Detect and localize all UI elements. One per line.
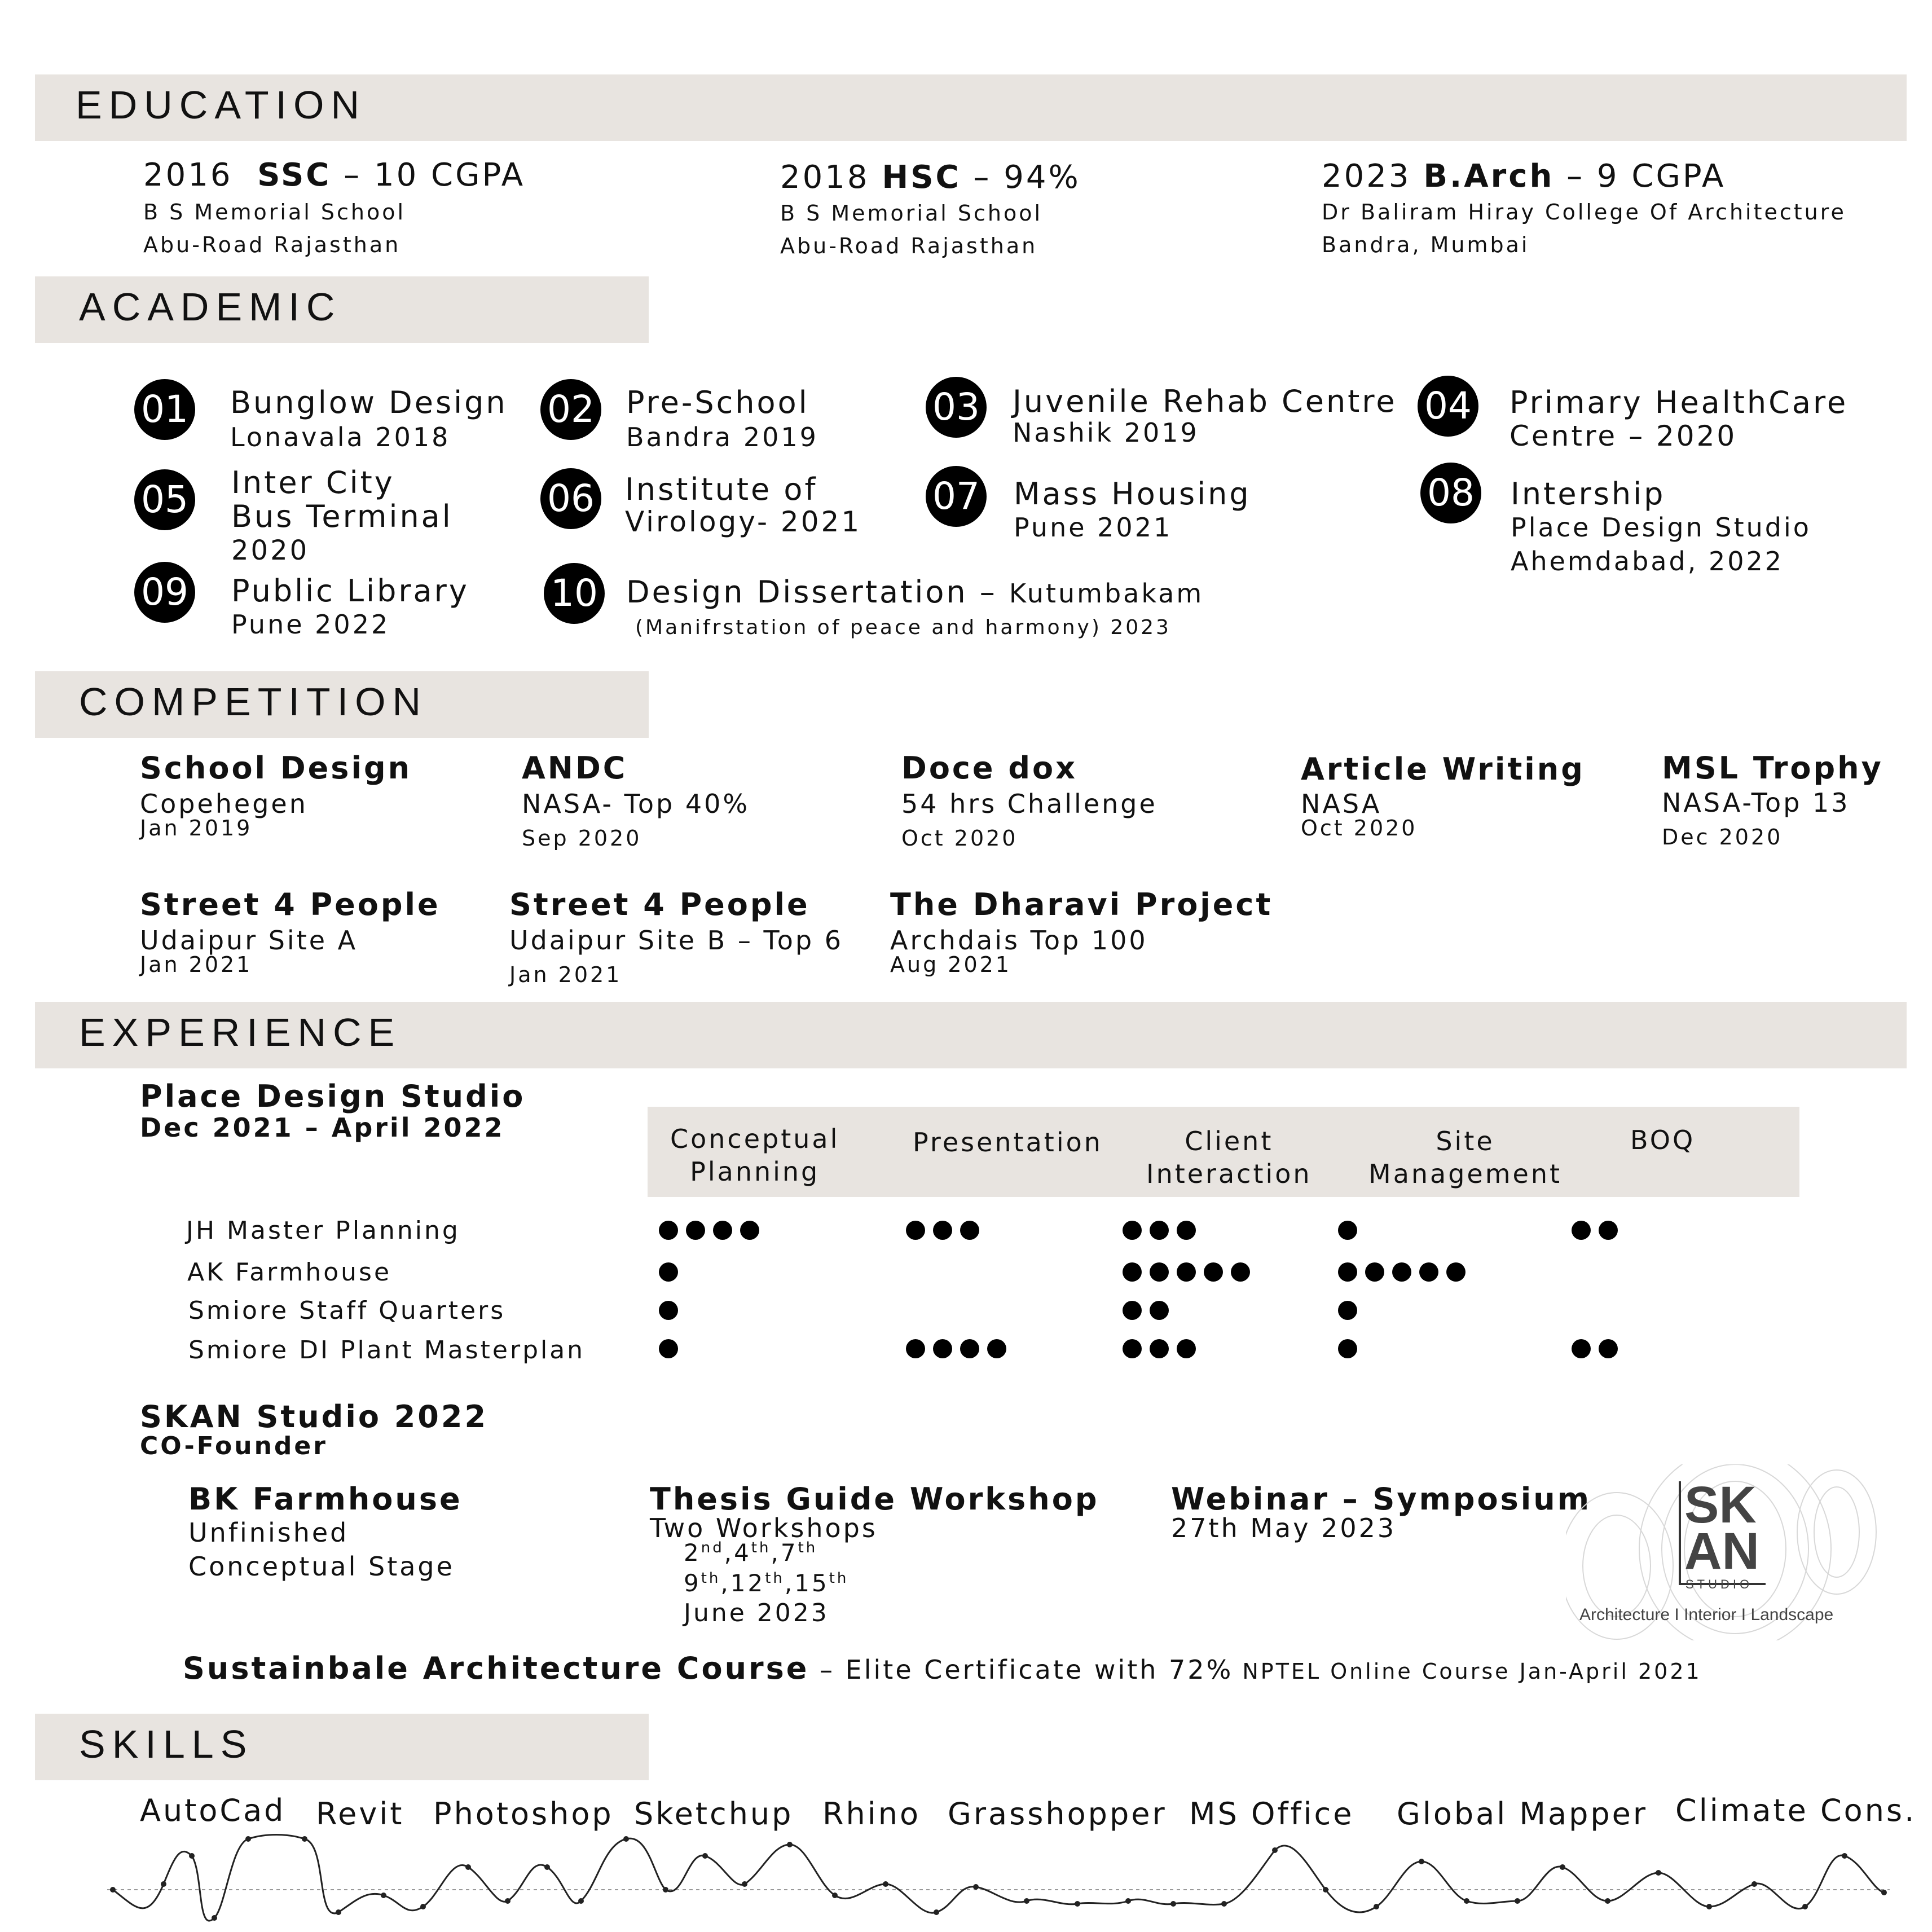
level-dot xyxy=(1177,1221,1196,1240)
skill-level-dots xyxy=(659,1262,678,1282)
level-dot xyxy=(1231,1262,1250,1282)
level-dot xyxy=(1599,1221,1618,1240)
skill-level-dots xyxy=(1123,1301,1169,1320)
academic-number-badge: 02 xyxy=(540,379,601,440)
level-dot xyxy=(1365,1262,1384,1282)
level-dot xyxy=(1123,1221,1142,1240)
competition-name: Street 4 People xyxy=(140,887,441,922)
academic-project-detail: Centre – 2020 xyxy=(1509,420,1737,452)
competition-name: MSL Trophy xyxy=(1662,750,1883,786)
competition-detail: Archdais Top 100 xyxy=(890,925,1148,956)
level-dot xyxy=(1392,1262,1411,1282)
academic-project-title-main: Design Dissertation – xyxy=(626,574,1009,610)
matrix-row-label: Smiore DI Plant Masterplan xyxy=(188,1336,586,1365)
academic-number-badge: 06 xyxy=(540,468,601,529)
skill-label: Revit xyxy=(316,1796,404,1832)
education-place: Bandra, Mumbai xyxy=(1322,232,1530,257)
academic-project-detail: Nashik 2019 xyxy=(1013,417,1199,448)
skan-logo-text: AN xyxy=(1684,1522,1759,1580)
matrix-column-label: Interaction xyxy=(1146,1159,1312,1189)
competition-name: Article Writing xyxy=(1301,751,1585,787)
competition-date: Jan 2019 xyxy=(140,816,253,840)
thesis-workshop-dates xyxy=(684,1539,817,1566)
competition-detail: Udaipur Site A xyxy=(140,925,358,956)
bk-farmhouse-stage: Conceptual Stage xyxy=(188,1551,455,1582)
education-degree: B.Arch xyxy=(1423,158,1555,195)
education-header xyxy=(35,74,1907,141)
course-extra: NPTEL Online Course Jan-April 2021 xyxy=(1233,1659,1702,1684)
skill-level-dots xyxy=(659,1339,678,1358)
bk-farmhouse-title: BK Farmhouse xyxy=(188,1481,463,1517)
skill-level-dots xyxy=(1338,1339,1357,1358)
skill-level-dots xyxy=(1338,1301,1357,1320)
competition-name: School Design xyxy=(140,750,412,786)
skill-label: Photoshop xyxy=(433,1796,614,1832)
education-school: Dr Baliram Hiray College Of Architecture xyxy=(1322,200,1846,225)
competition-date: Oct 2020 xyxy=(1301,816,1418,840)
academic-project-title: Bunglow Design xyxy=(230,385,508,420)
skill-level-dots xyxy=(906,1221,979,1240)
academic-number-badge: 04 xyxy=(1418,376,1478,437)
experience-studio-name: Place Design Studio xyxy=(140,1079,526,1114)
date-suffix: th xyxy=(765,1570,785,1587)
academic-project-title: Pre-School xyxy=(626,385,809,420)
thesis-workshop-title: Thesis Guide Workshop xyxy=(650,1481,1099,1517)
matrix-column-header xyxy=(1368,1125,1562,1190)
skill-level-dots xyxy=(1572,1221,1618,1240)
academic-project-detail: Pune 2022 xyxy=(231,609,390,640)
skill-level-dots xyxy=(1123,1262,1250,1282)
bk-farmhouse-status: Unfinished xyxy=(188,1517,349,1548)
thesis-workshop-month: June 2023 xyxy=(684,1599,829,1627)
date-number: 2 xyxy=(684,1539,701,1566)
course-detail: – Elite Certificate with 72% xyxy=(809,1654,1234,1685)
skill-level-dots xyxy=(659,1221,759,1240)
level-dot xyxy=(906,1221,925,1240)
competition-date: Jan 2021 xyxy=(509,962,622,987)
level-dot xyxy=(659,1221,678,1240)
level-dot xyxy=(659,1262,678,1282)
education-place: Abu-Road Rajasthan xyxy=(143,232,401,257)
academic-project-detail: Bandra 2019 xyxy=(626,422,818,452)
academic-project-detail: Virology- 2021 xyxy=(625,505,862,538)
matrix-column-label: Planning xyxy=(690,1156,820,1187)
education-place: Abu-Road Rajasthan xyxy=(780,234,1038,258)
competition-date: Dec 2020 xyxy=(1662,825,1783,850)
skill-label: Global Mapper xyxy=(1397,1796,1648,1832)
competition-name: ANDC xyxy=(522,750,628,786)
skill-label: Rhino xyxy=(822,1796,921,1832)
level-dot xyxy=(1338,1301,1357,1320)
academic-project-detail: Lonavala 2018 xyxy=(230,422,451,452)
level-dot xyxy=(659,1301,678,1320)
competition-name: Doce dox xyxy=(901,750,1077,786)
academic-number-badge: 03 xyxy=(926,377,987,438)
skan-logo-tagline: Architecture I Interior I Landscape xyxy=(1579,1605,1834,1624)
competition-detail: NASA-Top 13 xyxy=(1662,787,1850,818)
level-dot xyxy=(1177,1262,1196,1282)
academic-project-title: Mass Housing xyxy=(1014,476,1251,512)
education-item xyxy=(1322,158,1726,195)
experience-header xyxy=(35,1002,1907,1068)
level-dot xyxy=(659,1339,678,1358)
competition-detail: Copehegen xyxy=(140,789,308,819)
skan-logo xyxy=(1566,1464,1889,1640)
competition-date: Aug 2021 xyxy=(890,952,1011,977)
competition-header xyxy=(35,671,649,738)
academic-project-detail: (Manifrstation of peace and harmony) 2023 xyxy=(635,616,1171,639)
level-dot xyxy=(1572,1221,1591,1240)
matrix-row-label: Smiore Staff Quarters xyxy=(188,1296,506,1325)
education-score: – 10 CGPA xyxy=(331,157,526,193)
academic-project-title: Primary HealthCare xyxy=(1509,385,1849,420)
wave-points xyxy=(110,1836,1887,1921)
academic-number-badge: 08 xyxy=(1420,463,1481,523)
level-dot xyxy=(933,1339,952,1358)
competition-name: The Dharavi Project xyxy=(890,887,1273,922)
level-dot xyxy=(1123,1339,1142,1358)
matrix-column-label: Conceptual xyxy=(670,1124,840,1154)
level-dot xyxy=(1150,1221,1169,1240)
academic-number-badge: 01 xyxy=(134,379,195,440)
level-dot xyxy=(1150,1339,1169,1358)
level-dot xyxy=(1150,1262,1169,1282)
level-dot xyxy=(1446,1262,1465,1282)
skan-logo-studio: STUDIO xyxy=(1685,1577,1753,1591)
education-item xyxy=(143,157,525,193)
matrix-row-label: JH Master Planning xyxy=(186,1216,460,1245)
thesis-workshop-count: Two Workshops xyxy=(650,1513,878,1543)
date-number: ,7 xyxy=(771,1539,798,1566)
matrix-column-label: Management xyxy=(1368,1159,1563,1189)
level-dot xyxy=(960,1339,979,1358)
skill-label: Sketchup xyxy=(634,1796,794,1832)
date-number: ,15 xyxy=(784,1569,829,1597)
academic-title: ACADEMIC xyxy=(79,285,342,329)
date-suffix: th xyxy=(751,1539,771,1556)
date-suffix: th xyxy=(829,1570,849,1587)
competition-date: Jan 2021 xyxy=(140,952,253,977)
academic-project-title-sub: Kutumbakam xyxy=(1009,578,1204,609)
level-dot xyxy=(1123,1262,1142,1282)
matrix-column-label: Presentation xyxy=(913,1127,1103,1158)
date-suffix: nd xyxy=(701,1539,724,1556)
education-degree: HSC xyxy=(882,159,961,196)
skill-level-dots xyxy=(1338,1262,1465,1282)
date-suffix: th xyxy=(701,1570,721,1587)
education-score: – 94% xyxy=(961,159,1081,196)
level-dot xyxy=(1572,1339,1591,1358)
education-year: 2023 xyxy=(1322,158,1411,195)
skill-label: Climate Cons. xyxy=(1675,1793,1917,1828)
date-number: ,4 xyxy=(724,1539,751,1566)
skill-label: Grasshopper xyxy=(948,1796,1167,1832)
education-degree: SSC xyxy=(257,157,332,193)
webinar-date: 27th May 2023 xyxy=(1171,1513,1397,1543)
competition-title: COMPETITION xyxy=(79,680,428,724)
academic-project-title: Inter City xyxy=(231,465,395,500)
competition-date: Oct 2020 xyxy=(901,826,1018,851)
level-dot xyxy=(960,1221,979,1240)
level-dot xyxy=(906,1339,925,1358)
competition-detail: NASA- Top 40% xyxy=(522,789,750,819)
course-line xyxy=(183,1651,1702,1686)
skan-logo-text: SK xyxy=(1684,1476,1757,1534)
date-number: ,12 xyxy=(720,1569,765,1597)
academic-project-detail: Pune 2021 xyxy=(1014,512,1173,543)
level-dot xyxy=(740,1221,759,1240)
matrix-column-label: Site xyxy=(1436,1126,1495,1156)
level-dot xyxy=(1123,1301,1142,1320)
academic-project-title xyxy=(626,574,1204,610)
skills-header xyxy=(35,1714,649,1780)
matrix-row-label: AK Farmhouse xyxy=(187,1258,392,1287)
academic-project-title: Juvenile Rehab Centre xyxy=(1013,384,1397,419)
matrix-column-label: BOQ xyxy=(1630,1125,1696,1155)
level-dot xyxy=(933,1221,952,1240)
academic-number-badge: 05 xyxy=(134,469,195,530)
level-dot xyxy=(1338,1339,1357,1358)
level-dot xyxy=(1204,1262,1223,1282)
level-dot xyxy=(1419,1262,1438,1282)
level-dot xyxy=(1338,1262,1357,1282)
skill-label: MS Office xyxy=(1189,1796,1354,1832)
education-year: 2018 xyxy=(780,159,870,196)
level-dot xyxy=(686,1221,705,1240)
level-dot xyxy=(1177,1339,1196,1358)
webinar-title: Webinar – Symposium xyxy=(1171,1481,1592,1517)
competition-date: Sep 2020 xyxy=(522,826,642,851)
skill-level-dots xyxy=(1338,1221,1357,1240)
matrix-column-header xyxy=(1146,1125,1312,1190)
matrix-column-header xyxy=(670,1123,839,1188)
competition-name: Street 4 People xyxy=(509,887,810,922)
date-suffix: th xyxy=(798,1539,818,1556)
academic-number-badge: 09 xyxy=(134,562,195,623)
level-dot xyxy=(1599,1339,1618,1358)
academic-header xyxy=(35,276,649,343)
matrix-column-header xyxy=(1630,1125,1695,1155)
skills-wave-graph xyxy=(102,1822,1895,1929)
level-dot xyxy=(1338,1221,1357,1240)
academic-project-detail: Bus Terminal xyxy=(231,499,453,534)
academic-project-title: Institute of xyxy=(625,472,818,507)
education-title: EDUCATION xyxy=(76,83,367,127)
level-dot xyxy=(1150,1301,1169,1320)
level-dot xyxy=(987,1339,1006,1358)
competition-detail: 54 hrs Challenge xyxy=(901,789,1158,819)
level-dot xyxy=(713,1221,732,1240)
skill-level-dots xyxy=(906,1339,1006,1358)
education-item xyxy=(780,159,1081,196)
academic-project-year: 2020 xyxy=(231,535,310,566)
matrix-column-header xyxy=(913,1127,1103,1158)
skill-level-dots xyxy=(659,1301,678,1320)
academic-number-badge: 10 xyxy=(544,563,605,624)
thesis-workshop-dates xyxy=(684,1569,848,1597)
skan-studio-role: CO-Founder xyxy=(140,1432,328,1460)
wave-line xyxy=(113,1835,1884,1921)
education-school: B S Memorial School xyxy=(780,201,1043,226)
skill-level-dots xyxy=(1123,1221,1196,1240)
competition-detail: NASA xyxy=(1301,789,1382,819)
academic-project-title: Intership xyxy=(1511,476,1666,512)
education-school: B S Memorial School xyxy=(143,200,406,225)
skills-title: SKILLS xyxy=(79,1722,254,1766)
education-score: – 9 CGPA xyxy=(1554,158,1726,195)
matrix-column-label: Client xyxy=(1185,1126,1274,1156)
academic-number-badge: 07 xyxy=(926,466,987,527)
academic-project-detail: Place Design Studio xyxy=(1511,512,1811,543)
skan-studio-title: SKAN Studio 2022 xyxy=(140,1399,488,1434)
experience-title: EXPERIENCE xyxy=(79,1010,402,1054)
academic-project-year: Ahemdabad, 2022 xyxy=(1511,546,1784,576)
education-year: 2016 xyxy=(143,157,233,193)
competition-detail: Udaipur Site B – Top 6 xyxy=(509,925,843,956)
course-title: Sustainbale Architecture Course xyxy=(183,1651,809,1686)
experience-studio-dates: Dec 2021 – April 2022 xyxy=(140,1112,505,1143)
skill-label: AutoCad xyxy=(140,1793,286,1828)
date-number: 9 xyxy=(684,1569,701,1597)
skill-level-dots xyxy=(1123,1339,1196,1358)
skill-level-dots xyxy=(1572,1339,1618,1358)
academic-project-title: Public Library xyxy=(231,573,469,609)
